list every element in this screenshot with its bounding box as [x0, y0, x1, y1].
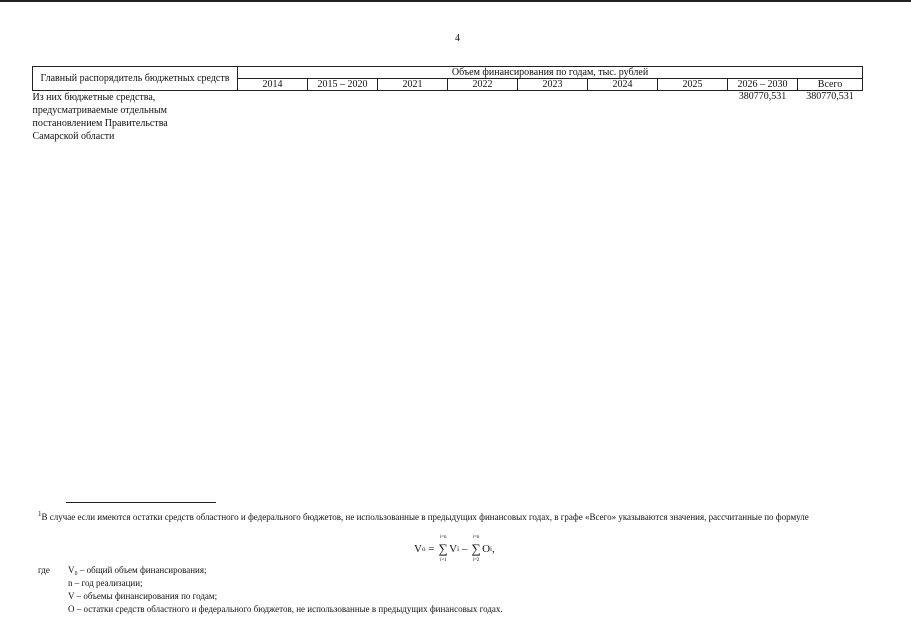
row-label-line: постановлением Правительства: [32, 118, 168, 129]
sum-lower-limit: i=1: [439, 558, 447, 563]
footnote-body: В случае если имеются остатки средств областного и федерального бюджетов, не использованные в предыдущих финансовых годах, в графе «Всего» указываются значения, рассчитанные по формуле: [41, 512, 809, 522]
financing-table: [32, 66, 863, 143]
table-cell: [588, 91, 658, 144]
year-header: 2023: [518, 79, 588, 91]
table-cell: [448, 91, 518, 144]
formula-equals: =: [425, 543, 438, 555]
row-label-line: Из них бюджетные средства,: [32, 92, 156, 103]
sum-lower-limit: i=2: [472, 558, 480, 563]
formula-term-sub: i: [490, 545, 492, 553]
footnote-separator: [66, 502, 216, 503]
formula-term: O: [482, 543, 491, 555]
table-cell: [378, 91, 448, 144]
year-header: 2024: [588, 79, 658, 91]
table-cell: [308, 91, 378, 144]
footnote-text: [38, 507, 870, 524]
year-header: 2025: [658, 79, 728, 91]
row-label-line: Самарской области: [32, 131, 115, 142]
formula-lhs: V: [414, 543, 422, 555]
legend-item: n – год реализации;: [68, 578, 143, 588]
formula-lhs-sub: o: [421, 545, 426, 553]
legend-item: V₀ – общий объем финансирования;: [68, 565, 207, 575]
footnote-marker: 1: [38, 510, 42, 518]
legend-item: V – объемы финансирования по годам;: [68, 591, 218, 601]
formula-minus: –: [459, 543, 471, 555]
formula-comma: ,: [491, 543, 495, 555]
total-header: Всего: [798, 79, 863, 91]
sum-symbol: ∑ i=n i=2: [471, 535, 481, 563]
header-financing-by-years: Объем финансирования по годам, тыс. рублей: [238, 67, 863, 79]
table-cell: [238, 91, 308, 144]
formula-term: V: [449, 543, 458, 555]
row-label: [33, 91, 238, 144]
year-header: 2014: [238, 79, 308, 91]
sum-symbol: ∑ i=n i=1: [438, 535, 448, 563]
year-header: 2015 – 2020: [308, 79, 378, 91]
table-cell: [658, 91, 728, 144]
page-number: 4: [455, 33, 460, 44]
legend-item: O – остатки средств областного и федерального бюджетов, не использованные в предыдущих финансовых годах.: [68, 604, 503, 614]
top-border-line: [0, 0, 911, 2]
year-header: 2022: [448, 79, 518, 91]
sum-upper-limit: i=n: [439, 535, 447, 540]
table-cell: [518, 91, 588, 144]
formula-term-sub: i: [457, 545, 460, 553]
year-header: 2021: [378, 79, 448, 91]
table-cell: 380770,531: [738, 91, 787, 102]
total-formula: [414, 536, 495, 562]
formula-legend: [38, 564, 503, 616]
header-budget-manager: Главный распорядитель бюджетных средств: [33, 67, 238, 91]
total-cell: 380770,531: [806, 91, 854, 102]
table-row: [33, 91, 863, 144]
sum-upper-limit: i=n: [472, 535, 480, 540]
where-label: где: [38, 565, 50, 575]
row-label-line: предусматриваемые отдельным: [32, 105, 168, 116]
year-header: 2026 – 2030: [728, 79, 798, 91]
legend-row: [38, 564, 503, 577]
